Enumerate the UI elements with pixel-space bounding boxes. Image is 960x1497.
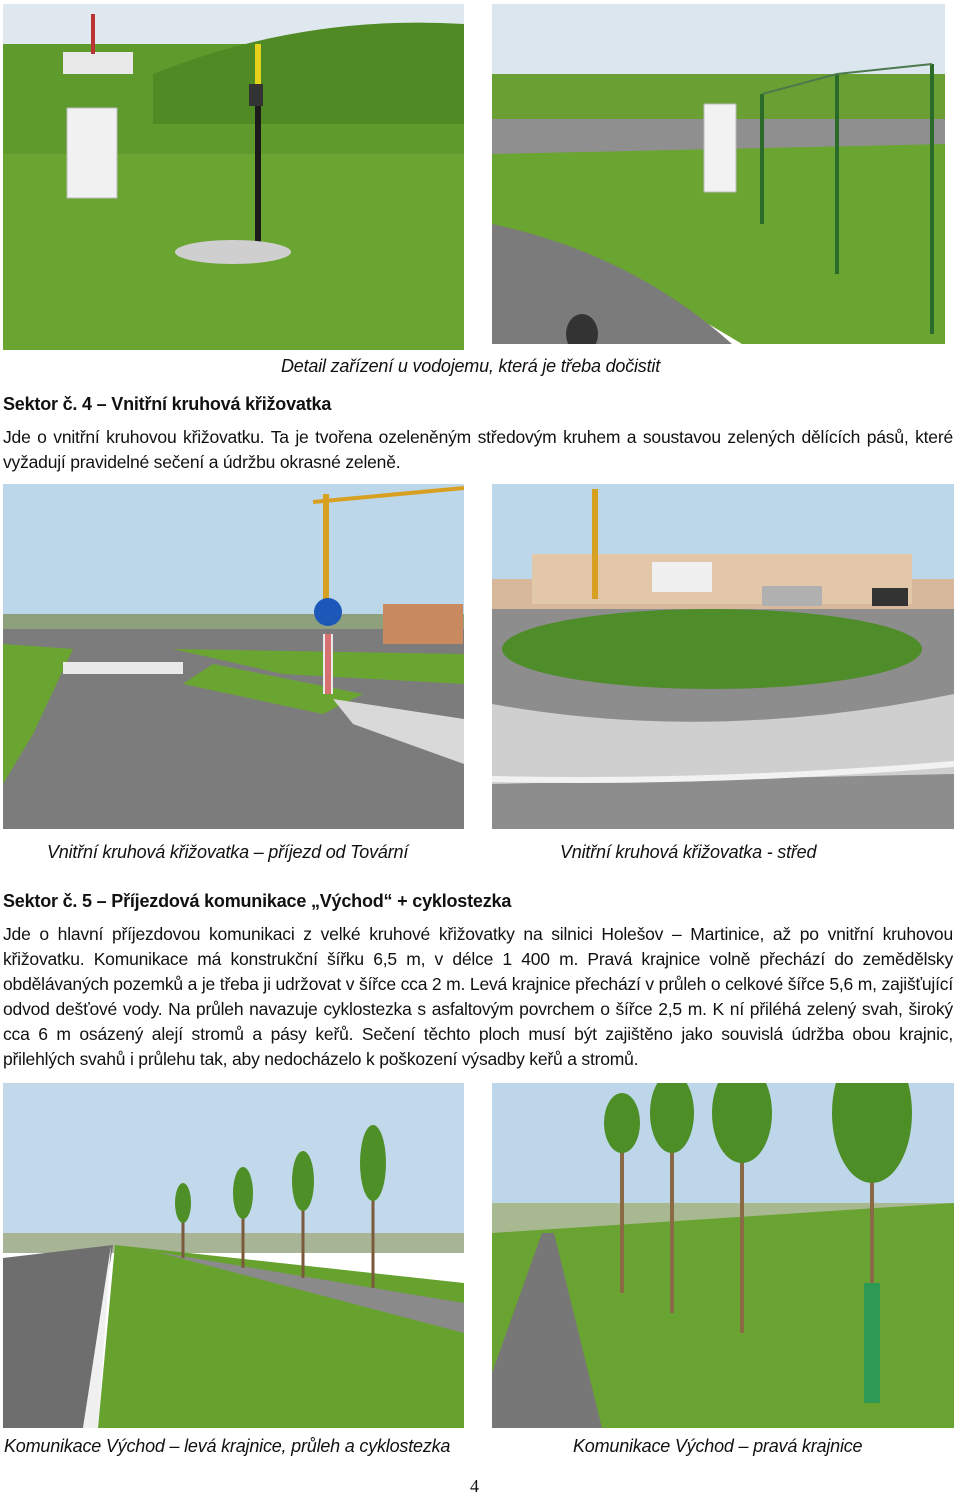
photo-east-road-left-verge (3, 1083, 464, 1428)
sector5-heading: Sektor č. 5 – Příjezdová komunikace „Východ“ + cyklostezka (3, 891, 512, 911)
photo-reservoir-equipment-1 (3, 4, 464, 350)
photo-reservoir-equipment-2 (492, 4, 945, 344)
photo-east-road-right-verge (492, 1083, 954, 1428)
sector4-paragraph: Jde o vnitřní kruhovou křižovatku. Ta je tvořena ozeleněným středovým kruhem a soustavou zelených dělících pásů, které vyžadují pravidelné sečení a údržbu okrasné zeleně. (3, 427, 953, 472)
caption-roundabout-center: Vnitřní kruhová křižovatka - střed (560, 842, 817, 862)
sector5-paragraph: Jde o hlavní příjezdovou komunikaci z velké kruhové křižovatky na silnici Holešov – Martinice, až po vnitřní kruhovou křižovatku. Komunikace má konstrukční šířku 6,5 m, v délce 1 400 m. Pravá krajnice volně přechází do zemědělsky obdělávaných pozemků a je třeba ji udržovat v šířce cca 2 m. Levá krajnice přechází v průleh o celkové šířce 5,6 m, zajišťující odvod dešťové vody. Na průleh navazuje cyklostezka s asfaltovým povrchem o šířce 2,5 m. K ní přiléhá zelený svah, široký cca 6 m osázený alejí stromů a pásy keřů. Sečení těchto ploch musí být zajištěno jako souvislá údržba obou krajnic, přilehlých svahů i průlehu tak, aby nedocházelo k poškození výsadby keřů a stromů. (3, 924, 953, 1069)
caption-roundabout-approach: Vnitřní kruhová křižovatka – příjezd od Tovární (47, 842, 409, 862)
photo-roundabout-approach (3, 484, 464, 829)
sector4-heading: Sektor č. 4 – Vnitřní kruhová křižovatka (3, 394, 332, 414)
page-number: 4 (470, 1476, 479, 1496)
caption-east-road-left: Komunikace Východ – levá krajnice, průleh a cyklostezka (4, 1436, 451, 1456)
caption-reservoir-equipment: Detail zařízení u vodojemu, která je třeba dočistit (281, 356, 660, 376)
photo-roundabout-center (492, 484, 954, 829)
caption-east-road-right: Komunikace Východ – pravá krajnice (573, 1436, 863, 1456)
